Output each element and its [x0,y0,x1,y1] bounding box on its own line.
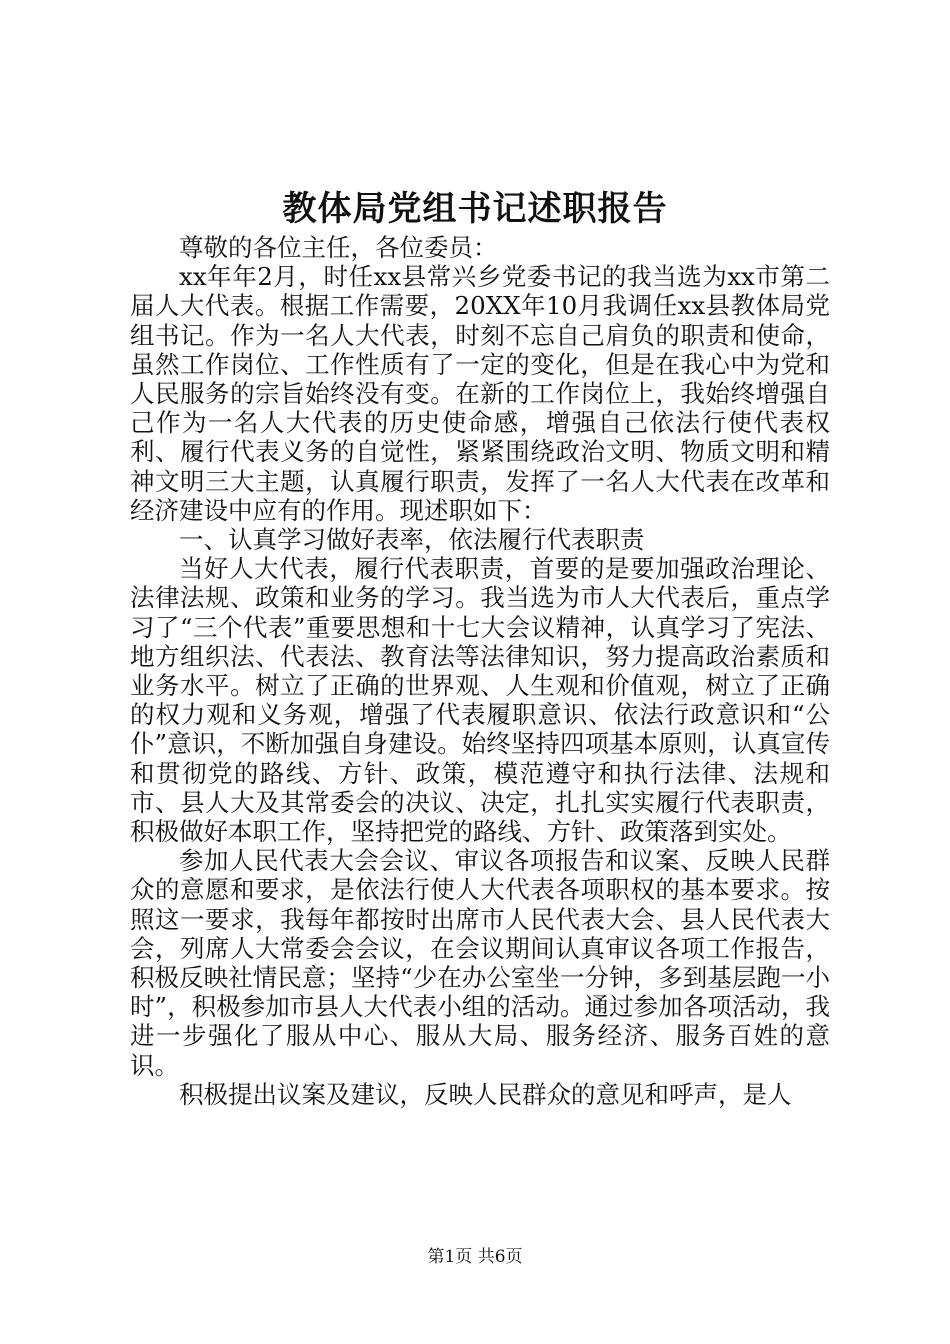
document-body [130,233,830,1109]
document-title: 教体局党组书记述职报告 [282,189,668,229]
paragraph-proposals: 积极提出议案及建议，反映人民群众的意见和呼声，是人 [179,1079,792,1109]
paragraph-intro: xx年年2月，时任xx县常兴乡党委书记的我当选为xx市第二届人大代表。根据工作需要，20XX年10月我调任xx县教体局党组书记。作为一名人大代表，时刻不忘自己肩负的职责和使命，虽然工作岗位、工作性质有了一定的变化，但是在我心中为党和人民服务的宗旨始终没有变。在新的工作岗位上，我始终增强自己作为一名人大代表的历史使命感，增强自己依法行使代表权利、履行代表义务的自觉性，紧紧围绕政治文明、物质文明和精神文明三大主题，认真履行职责，发挥了一名人大代表在改革和经济建设中应有的作用。现述职如下： [130,262,830,525]
salutation: 尊敬的各位主任，各位委员： [179,233,498,262]
section-heading: 一、认真学习做好表率，依法履行代表职责 [179,525,645,555]
paragraph-study: 当好人大代表，履行代表职责，首要的是要加强政治理论、法律法规、政策和业务的学习。我当选为市人大代表后，重点学习了“三个代表”重要思想和十七大会议精神，认真学习了宪法、地方组织法、代表法、教育法等法律知识，努力提高政治素质和业务水平。树立了正确的世界观、人生观和价值观，树立了正确的权力观和义务观，增强了代表履职意识、依法行政意识和“公仆”意识，不断加强自身建设。始终坚持四项基本原则，认真宣传和贯彻党的路线、方针、政策，模范遵守和执行法律、法规和市、县人大及其常委会的决议、决定，扎扎实实履行代表职责，积极做好本职工作，坚持把党的路线、方针、政策落到实处。 [130,554,830,847]
page-footer: 第1页 共6页 [427,1247,523,1267]
paragraph-meetings: 参加人民代表大会会议、审议各项报告和议案、反映人民群众的意愿和要求，是依法行使人大代表各项职权的基本要求。按照这一要求，我每年都按时出席市人民代表大会、县人民代表大会，列席人大常委会会议，在会议期间认真审议各项工作报告，积极反映社情民意；坚持“少在办公室坐一分钟，多到基层跑一小时”，积极参加市县人大代表小组的活动。通过参加各项活动，我进一步强化了服从中心、服从大局、服务经济、服务百姓的意识。 [130,846,830,1080]
